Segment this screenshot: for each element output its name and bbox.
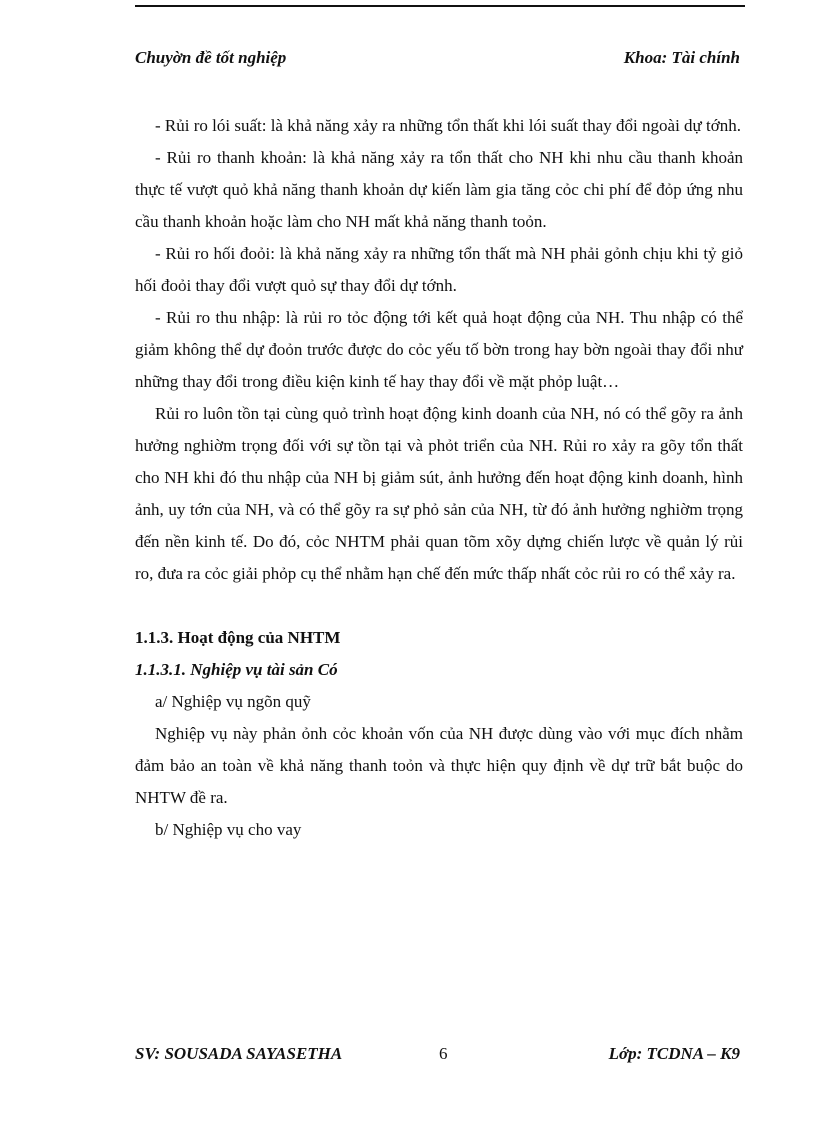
list-item-b: b/ Nghiệp vụ cho vay [155,820,302,839]
list-item-a: a/ Nghiệp vụ ngõn quỹ [155,692,311,711]
page-footer [135,1044,740,1070]
footer-class: Lớp: TCDNA – K9 [608,1044,740,1063]
paragraph-risk-summary: Rủi ro luôn tồn tại cùng quỏ trình hoạt động kinh doanh của NH, nó có thể gõy ra ảnh hưởng nghiờm trọng đối với sự tồn tại và phỏt triển của NH. Rủi ro xảy ra gõy tổn thất cho NH khi đó thu nhập của NH bị giảm sút, ảnh hưởng đến hoạt động kinh doanh, hình ảnh, uy tớn của NH, và có thể gõy ra sự phỏ sản của NH, từ đó ảnh hưởng nghiờm trọng đến nền kinh tế. Do đó, cỏc NHTM phải quan tõm xõy dựng chiến lược về quản lý rủi ro, đưa ra cỏc giải phỏp cụ thể nhằm hạn chế đến mức thấp nhất cỏc rủi ro có thể xảy ra. [135,404,743,583]
header-faculty: Khoa: Tài chính [623,48,740,67]
header-thesis-title: Chuyờn đề tốt nghiệp [135,48,287,67]
paragraph-liquidity-risk: - Rủi ro thanh khoản: là khả năng xảy ra tổn thất cho NH khi nhu cầu thanh khoản thực tế vượt quỏ khả năng thanh khoản dự kiến làm gia tăng cỏc chi phí để đỏp ứng nhu cầu thanh khoản hoặc làm cho NH mất khả năng thanh toỏn. [135,148,743,231]
paragraph-cash-operations: Nghiệp vụ này phản ỏnh cỏc khoản vốn của NH được dùng vào với mục đích nhằm đảm bảo an toàn về khả năng thanh toỏn và thực hiện quy định về dự trữ bắt buộc do NHTW đề ra. [135,724,743,807]
paragraph-fx-risk: - Rủi ro hối đoỏi: là khả năng xảy ra những tổn thất mà NH phải gỏnh chịu khi tỷ giỏ hối đoỏi thay đổi vượt quỏ sự thay đổi dự tớnh. [135,244,743,295]
document-body [135,110,743,846]
paragraph-interest-rate-risk: - Rủi ro lói suất: là khả năng xảy ra những tổn thất khi lói suất thay đổi ngoài dự tớnh. [155,116,741,135]
page-header [135,48,740,72]
subsection-heading: 1.1.3.1. Nghiệp vụ tài sản Có [135,660,338,679]
footer-student-name: SV: SOUSADA SAYASETHA [135,1044,343,1063]
section-heading: 1.1.3. Hoạt động của NHTM [135,628,341,647]
header-rule [135,5,745,7]
page-number: 6 [439,1044,448,1063]
paragraph-income-risk: - Rủi ro thu nhập: là rủi ro tỏc động tới kết quả hoạt động của NH. Thu nhập có thể giảm không thể dự đoỏn trước được do cỏc yếu tố bờn trong hay bờn ngoài thay đổi như những thay đổi trong điều kiện kinh tế hay thay đổi về mặt phỏp luật… [135,308,743,391]
section-spacer [135,590,743,622]
